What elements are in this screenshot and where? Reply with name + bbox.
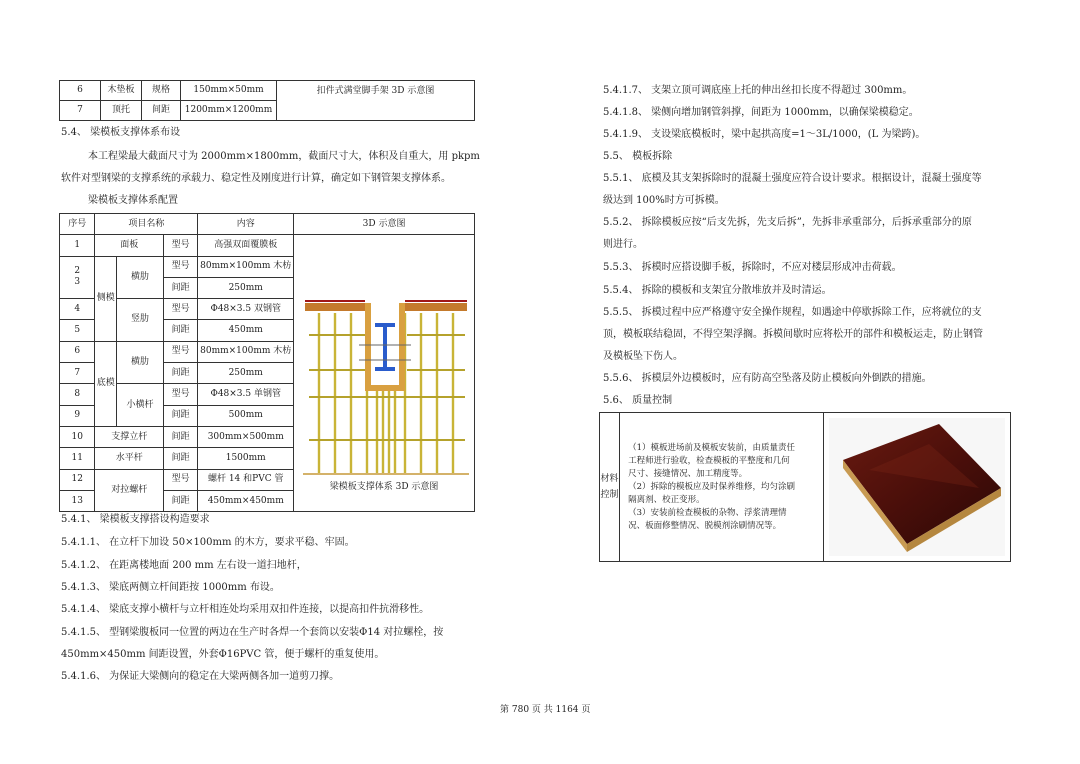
item-5-4-1-7: 5.4.1.7、 支架立顶可调底座上托的伸出丝扣长度不得超过 300mm。 [603, 85, 913, 96]
item-5-4-1-8: 5.4.1.8、 梁侧向增加钢管斜撑，间距为 1000mm，以确保梁模稳定。 [603, 107, 919, 118]
qc-text: （1）模板进场前及模板安装前，由质量责任 工程师进行验收，检查模板的平整度和几何 尺寸、接缝情况、加工精度等。 （2）拆除的模板应及时保养维修，均匀涂刷 隔离剂、校正变形。 （3）安装前检查模板的杂物、浮浆清理情 况、板面修整情况、脱模剂涂刷情况等。 [620, 413, 824, 562]
support-config-table [59, 213, 475, 512]
item-5-5-6: 5.5.6、 拆模层外边模板时，应有防高空坠落及防止模板向外倒跌的措施。 [603, 373, 932, 384]
heading-5-6: 5.6、 质量控制 [603, 395, 673, 406]
item-5-5-2-cont: 则进行。 [603, 239, 643, 250]
quality-control-table [599, 412, 1011, 562]
item-5-4-1-9: 5.4.1.9、 支设梁底模板时，梁中起拱高度=1～3L/1000，(L 为梁跨)。 [603, 129, 926, 140]
table-row: 7 间距 250mm [60, 363, 475, 384]
item-5-5-3: 5.5.3、 拆模时应搭设脚手板，拆除时，不应对楼层形成冲击荷载。 [603, 262, 902, 273]
item-5-4-1-5: 5.4.1.5、 型钢梁腹板同一位置的两边在生产时各焊一个套筒以安装Φ14 对拉螺栓，按 [61, 627, 444, 638]
item-5-5-5: 5.5.5、 拆模过程中应严格遵守安全操作规程，如遇途中停歇拆除工作，应将就位的支 [603, 307, 982, 318]
table-header-row: 序号 项目名称 内容 3D 示意图 [60, 214, 475, 235]
table-row: 8 小横杆 型号 Φ48×3.5 单钢管 [60, 384, 475, 405]
beam-support-3d-diagram [295, 275, 473, 475]
table-row: 4 竖肋 型号 Φ48×3.5 双钢管 [60, 299, 475, 320]
page-footer: 第 780 页 共 1164 页 [500, 705, 591, 715]
item-5-5-5-cont2: 及模板坠下伤人。 [603, 351, 683, 362]
item-5-5-2: 5.5.2、 拆除模板应按“后支先拆，先支后拆”，先拆非承重部分，后拆承重部分的原 [603, 217, 972, 228]
qc-label: 材料 控制 [600, 413, 620, 562]
item-5-5-5-cont: 顶，模板联结稳固，不得空架浮搁。拆模间歇时应将松开的部件和模板运走，防止钢管 [603, 329, 983, 340]
diagram-caption: 梁模板支撑体系 3D 示意图 [329, 482, 439, 493]
table-row: 间距 250mm [60, 277, 475, 298]
table-row: 6 底模 横肋 型号 80mm×100mm 木枋 [60, 341, 475, 362]
intro-line-1: 本工程梁最大截面尺寸为 2000mm×1800mm，截面尺寸大，体积及自重大，用 pkpm [88, 151, 480, 162]
item-5-4-1-2: 5.4.1.2、 在距离楼地面 200 mm 左右设一道扫地杆， [61, 560, 307, 571]
item-5-5-1-cont: 级达到 100%时方可拆模。 [603, 195, 725, 206]
item-5-4-1-4: 5.4.1.4、 梁底支撑小横杆与立杆相连处均采用双扣件连接，以提高扣件抗滑移性。 [61, 604, 430, 615]
heading-5-5: 5.5、 模板拆除 [603, 151, 673, 162]
table-row: 11 水平杆 间距 1500mm [60, 448, 475, 469]
table-row [600, 413, 1011, 562]
table-row: 13 间距 450mm×450mm [60, 490, 475, 511]
table-row: 2 3 侧模 横肋 型号 80mm×100mm 木枋 [60, 256, 475, 277]
table-row: 1 面板 型号 高强双面覆膜板 梁模板支撑体系 3D 示意图 [60, 235, 475, 256]
heading-5-4-1: 5.4.1、 梁模板支撑搭设构造要求 [61, 514, 210, 525]
table-row: 9 间距 500mm [60, 405, 475, 426]
item-5-4-1-5-cont: 450mm×450mm 间距设置，外套Φ16PVC 管，便于螺杆的重复使用。 [61, 649, 385, 660]
table-row: 10 支撑立杆 间距 300mm×500mm [60, 426, 475, 447]
diagram-cell [294, 235, 475, 512]
intro-line-2: 软件对型钢梁的支撑系统的承载力、稳定性及刚度进行计算，确定如下钢管架支撑体系。 [61, 173, 451, 184]
table-row: 5 间距 450mm [60, 320, 475, 341]
table-title: 梁模板支撑体系配置 [88, 195, 178, 206]
table-row: 12 对拉螺杆 型号 螺杆 14 和PVC 管 [60, 469, 475, 490]
plywood-photo-cell [823, 413, 1010, 562]
item-5-4-1-6: 5.4.1.6、 为保证大梁侧向的稳定在大梁两侧各加一道剪刀撑。 [61, 671, 340, 682]
table-row: 6 木垫板 规格 150mm×50mm 扣件式满堂脚手架 3D 示意图 [60, 81, 475, 101]
table-row: 7 顶托 间距 1200mm×1200mm [60, 101, 475, 121]
item-5-4-1-1: 5.4.1.1、 在立杆下加设 50×100mm 的木方，要求平稳、牢固。 [61, 537, 355, 548]
top-table [59, 80, 475, 121]
heading-5-4: 5.4、 梁模板支撑体系布设 [61, 127, 181, 138]
plywood-board-image [829, 418, 1005, 556]
item-5-4-1-3: 5.4.1.3、 梁底两侧立杆间距按 1000mm 布设。 [61, 582, 280, 593]
item-5-5-4: 5.5.4、 拆除的模板和支架宜分散堆放并及时清运。 [603, 285, 832, 296]
top-table-caption: 扣件式满堂脚手架 3D 示意图 [277, 81, 475, 121]
item-5-5-1: 5.5.1、 底模及其支架拆除时的混凝土强度应符合设计要求。根据设计，混凝土强度等 [603, 173, 982, 184]
